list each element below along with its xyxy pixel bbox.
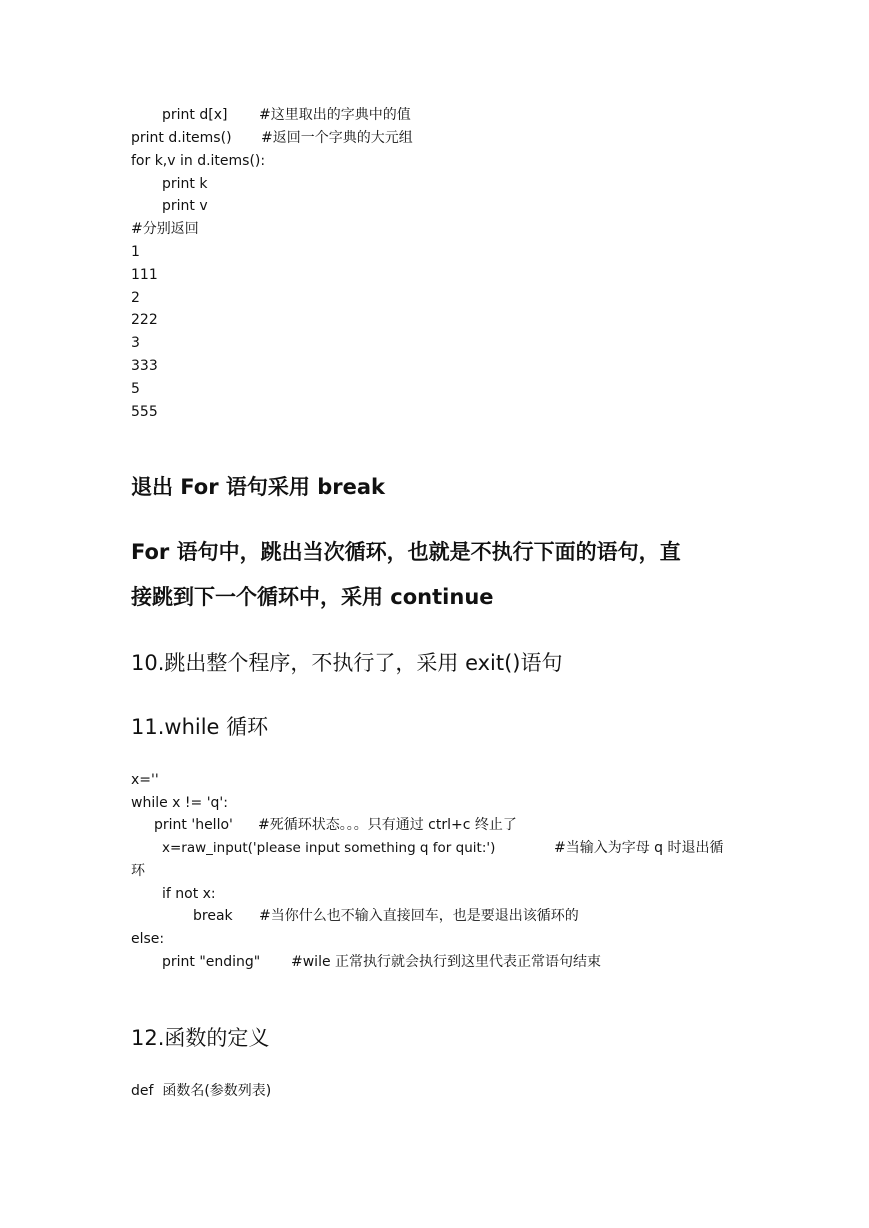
- code-line: print v: [162, 198, 208, 214]
- code-line: print "ending": [162, 954, 261, 970]
- section-heading-break: 退出 For 语句采用 break: [131, 475, 385, 499]
- code-comment: #死循环状态。。。只有通过 ctrl+c 终止了: [258, 817, 517, 833]
- code-comment: #这里取出的字典中的值: [259, 107, 411, 123]
- code-line: 111: [131, 267, 158, 283]
- code-line: 2: [131, 290, 140, 306]
- code-line: 3: [131, 335, 140, 351]
- code-line: print d[x]: [162, 107, 228, 123]
- code-line: print 'hello': [154, 817, 233, 833]
- code-line: 5: [131, 381, 140, 397]
- section-heading-exit: 10.跳出整个程序，不执行了，采用 exit()语句: [131, 651, 563, 675]
- code-line: while x != 'q':: [131, 795, 228, 811]
- code-line: if not x:: [162, 886, 216, 902]
- code-line: 环: [131, 863, 145, 879]
- section-heading-function: 12.函数的定义: [131, 1026, 270, 1050]
- function-def-line: def 函数名(参数列表): [131, 1083, 272, 1099]
- code-line: 333: [131, 358, 158, 374]
- code-line: print k: [162, 176, 208, 192]
- code-line: break: [193, 908, 233, 924]
- code-line: x=raw_input('please input something q for quit:'): [162, 840, 496, 856]
- code-line: print d.items(): [131, 130, 232, 146]
- code-comment: #当输入为字母 q 时退出循: [554, 840, 724, 856]
- code-line: else:: [131, 931, 165, 947]
- section-heading-continue-line1: For 语句中，跳出当次循环，也就是不执行下面的语句，直: [131, 540, 681, 564]
- code-line: #分别返回: [131, 221, 199, 237]
- code-line: for k,v in d.items():: [131, 153, 266, 169]
- code-line: 1: [131, 244, 140, 260]
- code-line: 555: [131, 404, 158, 420]
- code-comment: #当你什么也不输入直接回车，也是要退出该循环的: [259, 908, 579, 924]
- section-heading-continue-line2: 接跳到下一个循环中，采用 continue: [131, 585, 494, 609]
- code-comment: #wile 正常执行就会执行到这里代表正常语句结束: [291, 954, 602, 970]
- code-line: 222: [131, 312, 158, 328]
- section-heading-while: 11.while 循环: [131, 715, 269, 739]
- code-line: x='': [131, 772, 159, 788]
- code-comment: #返回一个字典的大元组: [261, 130, 413, 146]
